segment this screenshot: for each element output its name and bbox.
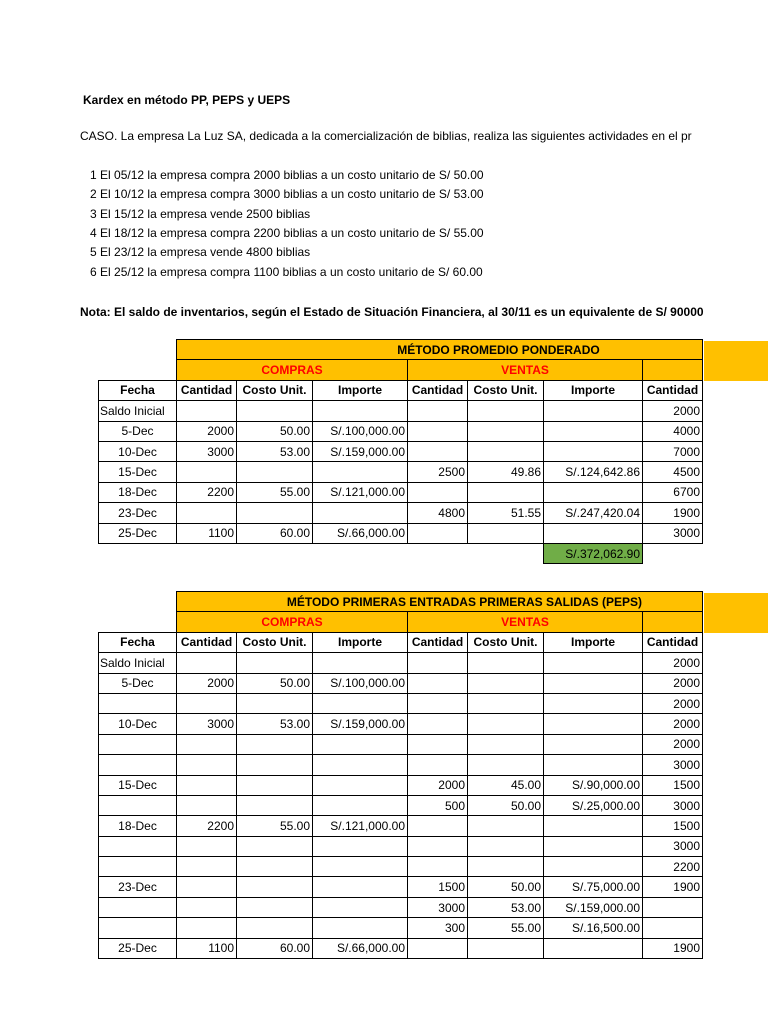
table-cell: 2000 xyxy=(643,693,703,713)
date-cell: Saldo Inicial xyxy=(99,653,177,673)
table-row xyxy=(99,734,703,754)
date-cell: Saldo Inicial xyxy=(99,401,177,421)
table-row xyxy=(99,401,703,421)
table-cell: 1500 xyxy=(643,775,703,795)
table-cell xyxy=(643,918,703,938)
table-cell xyxy=(408,441,468,461)
table-cell: 51.55 xyxy=(468,503,544,523)
activity-line: 2 El 10/12 la empresa compra 3000 biblias a un costo unitario de S/ 53.00 xyxy=(90,187,484,201)
activity-line: 6 El 25/12 la empresa compra 1100 biblias a un costo unitario de S/ 60.00 xyxy=(90,265,483,279)
table-cell xyxy=(313,462,408,482)
date-cell: 18-Dec xyxy=(99,482,177,502)
table-row xyxy=(99,816,703,836)
table-cell xyxy=(408,693,468,713)
table-cell xyxy=(313,877,408,897)
table-cell: S/.124,642.86 xyxy=(544,462,643,482)
peps-table xyxy=(98,591,703,959)
table-cell xyxy=(544,755,643,775)
table-cell xyxy=(237,503,313,523)
table-cell xyxy=(408,523,468,543)
table-cell xyxy=(237,775,313,795)
date-cell: 23-Dec xyxy=(99,877,177,897)
table-cell: 55.00 xyxy=(237,482,313,502)
table-cell: 2000 xyxy=(643,653,703,673)
pp-table xyxy=(98,339,703,564)
table-cell xyxy=(177,693,237,713)
table-cell: 45.00 xyxy=(468,775,544,795)
table-row xyxy=(99,755,703,775)
table-cell: S/.66,000.00 xyxy=(313,938,408,958)
table-cell: 300 xyxy=(408,918,468,938)
activity-line: 3 El 15/12 la empresa vende 2500 biblias xyxy=(90,207,311,221)
table-cell xyxy=(177,918,237,938)
date-cell: 5-Dec xyxy=(99,421,177,441)
table-cell: 50.00 xyxy=(468,877,544,897)
table-cell xyxy=(468,401,544,421)
case-description: CASO. La empresa La Luz SA, dedicada a la comercialización de biblias, realiza las siguientes actividades en el pr xyxy=(80,129,692,143)
table-cell xyxy=(408,653,468,673)
table-cell: 1500 xyxy=(408,877,468,897)
date-cell xyxy=(99,795,177,815)
table-row xyxy=(99,775,703,795)
table-cell: 53.00 xyxy=(237,441,313,461)
date-cell xyxy=(99,897,177,917)
table-cell xyxy=(408,938,468,958)
table-cell: 2000 xyxy=(643,734,703,754)
table-cell xyxy=(544,653,643,673)
table-cell: S/.247,420.04 xyxy=(544,503,643,523)
table-cell: 2200 xyxy=(643,857,703,877)
table-cell: S/.66,000.00 xyxy=(313,523,408,543)
table-cell: 3000 xyxy=(177,441,237,461)
table-cell xyxy=(177,857,237,877)
table-cell xyxy=(544,734,643,754)
table-cell xyxy=(408,734,468,754)
table-cell xyxy=(544,441,643,461)
table-cell: S/.159,000.00 xyxy=(544,897,643,917)
table-cell xyxy=(408,421,468,441)
table-cell xyxy=(237,755,313,775)
table-cell: 7000 xyxy=(643,441,703,461)
table-cell xyxy=(408,714,468,734)
table-row xyxy=(99,503,703,523)
table-cell: 6700 xyxy=(643,482,703,502)
table-cell: 2000 xyxy=(643,714,703,734)
date-cell: 10-Dec xyxy=(99,714,177,734)
pp-method-title: MÉTODO PROMEDIO PONDERADO xyxy=(177,340,703,360)
table-cell: S/.159,000.00 xyxy=(313,714,408,734)
table-row xyxy=(99,714,703,734)
table-cell: 2000 xyxy=(643,673,703,693)
table-cell xyxy=(408,857,468,877)
table-cell xyxy=(408,482,468,502)
table-cell: 3000 xyxy=(643,523,703,543)
table-cell xyxy=(544,421,643,441)
table-cell xyxy=(177,836,237,856)
column-header: Importe xyxy=(313,632,408,652)
table-cell xyxy=(408,816,468,836)
table-cell xyxy=(408,401,468,421)
table-cell: S/.90,000.00 xyxy=(544,775,643,795)
column-header: Importe xyxy=(544,632,643,652)
table-cell: 4000 xyxy=(643,421,703,441)
table-row xyxy=(99,836,703,856)
table-row xyxy=(99,918,703,938)
table-cell xyxy=(643,897,703,917)
date-cell xyxy=(99,734,177,754)
table-cell xyxy=(468,836,544,856)
column-header: Costo Unit. xyxy=(468,632,544,652)
table-cell: S/.16,500.00 xyxy=(544,918,643,938)
table-cell: 50.00 xyxy=(237,421,313,441)
table-cell: 53.00 xyxy=(468,897,544,917)
header-fill xyxy=(704,593,768,633)
table-cell: 500 xyxy=(408,795,468,815)
table-row xyxy=(99,523,703,543)
table-cell xyxy=(468,755,544,775)
table-cell: 53.00 xyxy=(237,714,313,734)
activity-line: 5 El 23/12 la empresa vende 4800 biblias xyxy=(90,245,311,259)
table-cell xyxy=(468,673,544,693)
table-cell xyxy=(177,503,237,523)
activity-line: 1 El 05/12 la empresa compra 2000 biblias a un costo unitario de S/ 50.00 xyxy=(90,168,484,182)
table-cell xyxy=(408,836,468,856)
table-cell xyxy=(313,503,408,523)
table-cell xyxy=(408,755,468,775)
table-cell xyxy=(177,877,237,897)
table-cell: 60.00 xyxy=(237,938,313,958)
table-cell xyxy=(313,897,408,917)
table-cell xyxy=(237,462,313,482)
table-cell xyxy=(468,653,544,673)
table-cell xyxy=(468,734,544,754)
table-cell: 55.00 xyxy=(468,918,544,938)
table-cell: S/.100,000.00 xyxy=(313,673,408,693)
peps-method-title: MÉTODO PRIMERAS ENTRADAS PRIMERAS SALIDAS (PEPS) xyxy=(177,592,703,612)
table-cell: 50.00 xyxy=(468,795,544,815)
table-cell xyxy=(313,401,408,421)
activity-line: 4 El 18/12 la empresa compra 2200 biblias a un costo unitario de S/ 55.00 xyxy=(90,226,484,240)
table-cell xyxy=(237,877,313,897)
date-cell: 25-Dec xyxy=(99,938,177,958)
date-cell: 18-Dec xyxy=(99,816,177,836)
table-cell xyxy=(313,653,408,673)
date-cell: 15-Dec xyxy=(99,775,177,795)
table-cell: 3000 xyxy=(177,714,237,734)
table-cell xyxy=(237,918,313,938)
table-cell xyxy=(237,401,313,421)
date-cell: 15-Dec xyxy=(99,462,177,482)
table-cell xyxy=(544,482,643,502)
table-cell xyxy=(177,734,237,754)
table-cell xyxy=(177,653,237,673)
table-cell xyxy=(237,836,313,856)
table-cell: 3000 xyxy=(643,795,703,815)
table-cell: 1900 xyxy=(643,503,703,523)
table-cell xyxy=(177,462,237,482)
date-cell xyxy=(99,836,177,856)
date-cell xyxy=(99,755,177,775)
table-cell: S/.121,000.00 xyxy=(313,816,408,836)
compras-header: COMPRAS xyxy=(177,360,408,380)
column-header: Cantidad xyxy=(177,632,237,652)
table-cell: S/.100,000.00 xyxy=(313,421,408,441)
date-cell xyxy=(99,857,177,877)
table-cell xyxy=(544,673,643,693)
table-row xyxy=(99,673,703,693)
table-cell: S/.75,000.00 xyxy=(544,877,643,897)
date-cell xyxy=(99,693,177,713)
table-cell xyxy=(468,938,544,958)
table-cell: 2000 xyxy=(643,401,703,421)
table-row xyxy=(99,482,703,502)
table-cell xyxy=(237,897,313,917)
table-cell: 3000 xyxy=(408,897,468,917)
table-cell xyxy=(468,441,544,461)
table-cell xyxy=(468,482,544,502)
table-row xyxy=(99,462,703,482)
column-header: Cantidad xyxy=(408,632,468,652)
table-cell xyxy=(313,775,408,795)
peps-table-body xyxy=(99,653,703,959)
table-cell: 2000 xyxy=(177,421,237,441)
table-cell xyxy=(237,693,313,713)
page-title: Kardex en método PP, PEPS y UEPS xyxy=(83,93,291,107)
table-row xyxy=(99,857,703,877)
pp-table-body xyxy=(99,401,703,544)
table-row xyxy=(99,897,703,917)
column-header: Fecha xyxy=(99,380,177,400)
column-header: Cantidad xyxy=(177,380,237,400)
column-header: Costo Unit. xyxy=(237,380,313,400)
date-cell: 25-Dec xyxy=(99,523,177,543)
ventas-header: VENTAS xyxy=(408,360,643,380)
table-cell: S/.121,000.00 xyxy=(313,482,408,502)
table-row xyxy=(99,938,703,958)
table-row xyxy=(99,653,703,673)
table-cell: 2200 xyxy=(177,482,237,502)
table-cell: 1100 xyxy=(177,938,237,958)
table-cell xyxy=(544,836,643,856)
column-header: Cantidad xyxy=(408,380,468,400)
table-cell: 2500 xyxy=(408,462,468,482)
inventory-note: Nota: El saldo de inventarios, según el Estado de Situación Financiera, al 30/11 es un equivalente de S/ 90000 xyxy=(80,305,704,319)
table-cell xyxy=(468,421,544,441)
table-cell xyxy=(544,938,643,958)
table-cell xyxy=(313,734,408,754)
table-cell: 3000 xyxy=(643,836,703,856)
table-cell: 1900 xyxy=(643,938,703,958)
table-cell xyxy=(544,523,643,543)
table-cell: 1500 xyxy=(643,816,703,836)
table-cell: S/.25,000.00 xyxy=(544,795,643,815)
column-header: Importe xyxy=(544,380,643,400)
table-cell xyxy=(177,775,237,795)
table-row xyxy=(99,795,703,815)
table-cell xyxy=(544,816,643,836)
table-cell xyxy=(468,816,544,836)
column-header: Cantidad xyxy=(643,632,703,652)
table-cell xyxy=(313,693,408,713)
table-cell xyxy=(177,401,237,421)
date-cell: 10-Dec xyxy=(99,441,177,461)
table-cell: 2000 xyxy=(177,673,237,693)
header-fill xyxy=(704,341,768,381)
compras-header: COMPRAS xyxy=(177,612,408,632)
table-row xyxy=(99,421,703,441)
table-cell xyxy=(237,857,313,877)
table-cell xyxy=(544,714,643,734)
table-cell xyxy=(177,897,237,917)
column-header: Importe xyxy=(313,380,408,400)
column-header: Costo Unit. xyxy=(237,632,313,652)
table-cell xyxy=(468,714,544,734)
table-cell xyxy=(544,857,643,877)
table-cell: 49.86 xyxy=(468,462,544,482)
table-cell xyxy=(468,857,544,877)
column-header: Fecha xyxy=(99,632,177,652)
table-cell: 4500 xyxy=(643,462,703,482)
table-cell xyxy=(177,795,237,815)
table-cell: 1900 xyxy=(643,877,703,897)
table-cell: 1100 xyxy=(177,523,237,543)
table-cell xyxy=(544,401,643,421)
table-row xyxy=(99,877,703,897)
table-cell: 60.00 xyxy=(237,523,313,543)
table-row xyxy=(99,693,703,713)
table-cell: 3000 xyxy=(643,755,703,775)
date-cell xyxy=(99,918,177,938)
table-cell: 4800 xyxy=(408,503,468,523)
pp-total: S/.372,062.90 xyxy=(544,543,643,563)
date-cell: 23-Dec xyxy=(99,503,177,523)
table-cell xyxy=(313,755,408,775)
ventas-header: VENTAS xyxy=(408,612,643,632)
date-cell: 5-Dec xyxy=(99,673,177,693)
table-cell xyxy=(544,693,643,713)
table-cell xyxy=(468,523,544,543)
table-cell xyxy=(313,795,408,815)
table-cell: 50.00 xyxy=(237,673,313,693)
table-cell: 55.00 xyxy=(237,816,313,836)
column-header: Costo Unit. xyxy=(468,380,544,400)
table-cell: 2000 xyxy=(408,775,468,795)
table-cell xyxy=(177,755,237,775)
table-row xyxy=(99,441,703,461)
table-cell xyxy=(237,653,313,673)
table-cell xyxy=(408,673,468,693)
table-cell xyxy=(313,857,408,877)
table-cell: 2200 xyxy=(177,816,237,836)
table-cell xyxy=(313,918,408,938)
table-cell xyxy=(237,795,313,815)
table-cell xyxy=(237,734,313,754)
table-cell: S/.159,000.00 xyxy=(313,441,408,461)
table-cell xyxy=(468,693,544,713)
column-header: Cantidad xyxy=(643,380,703,400)
table-cell xyxy=(313,836,408,856)
